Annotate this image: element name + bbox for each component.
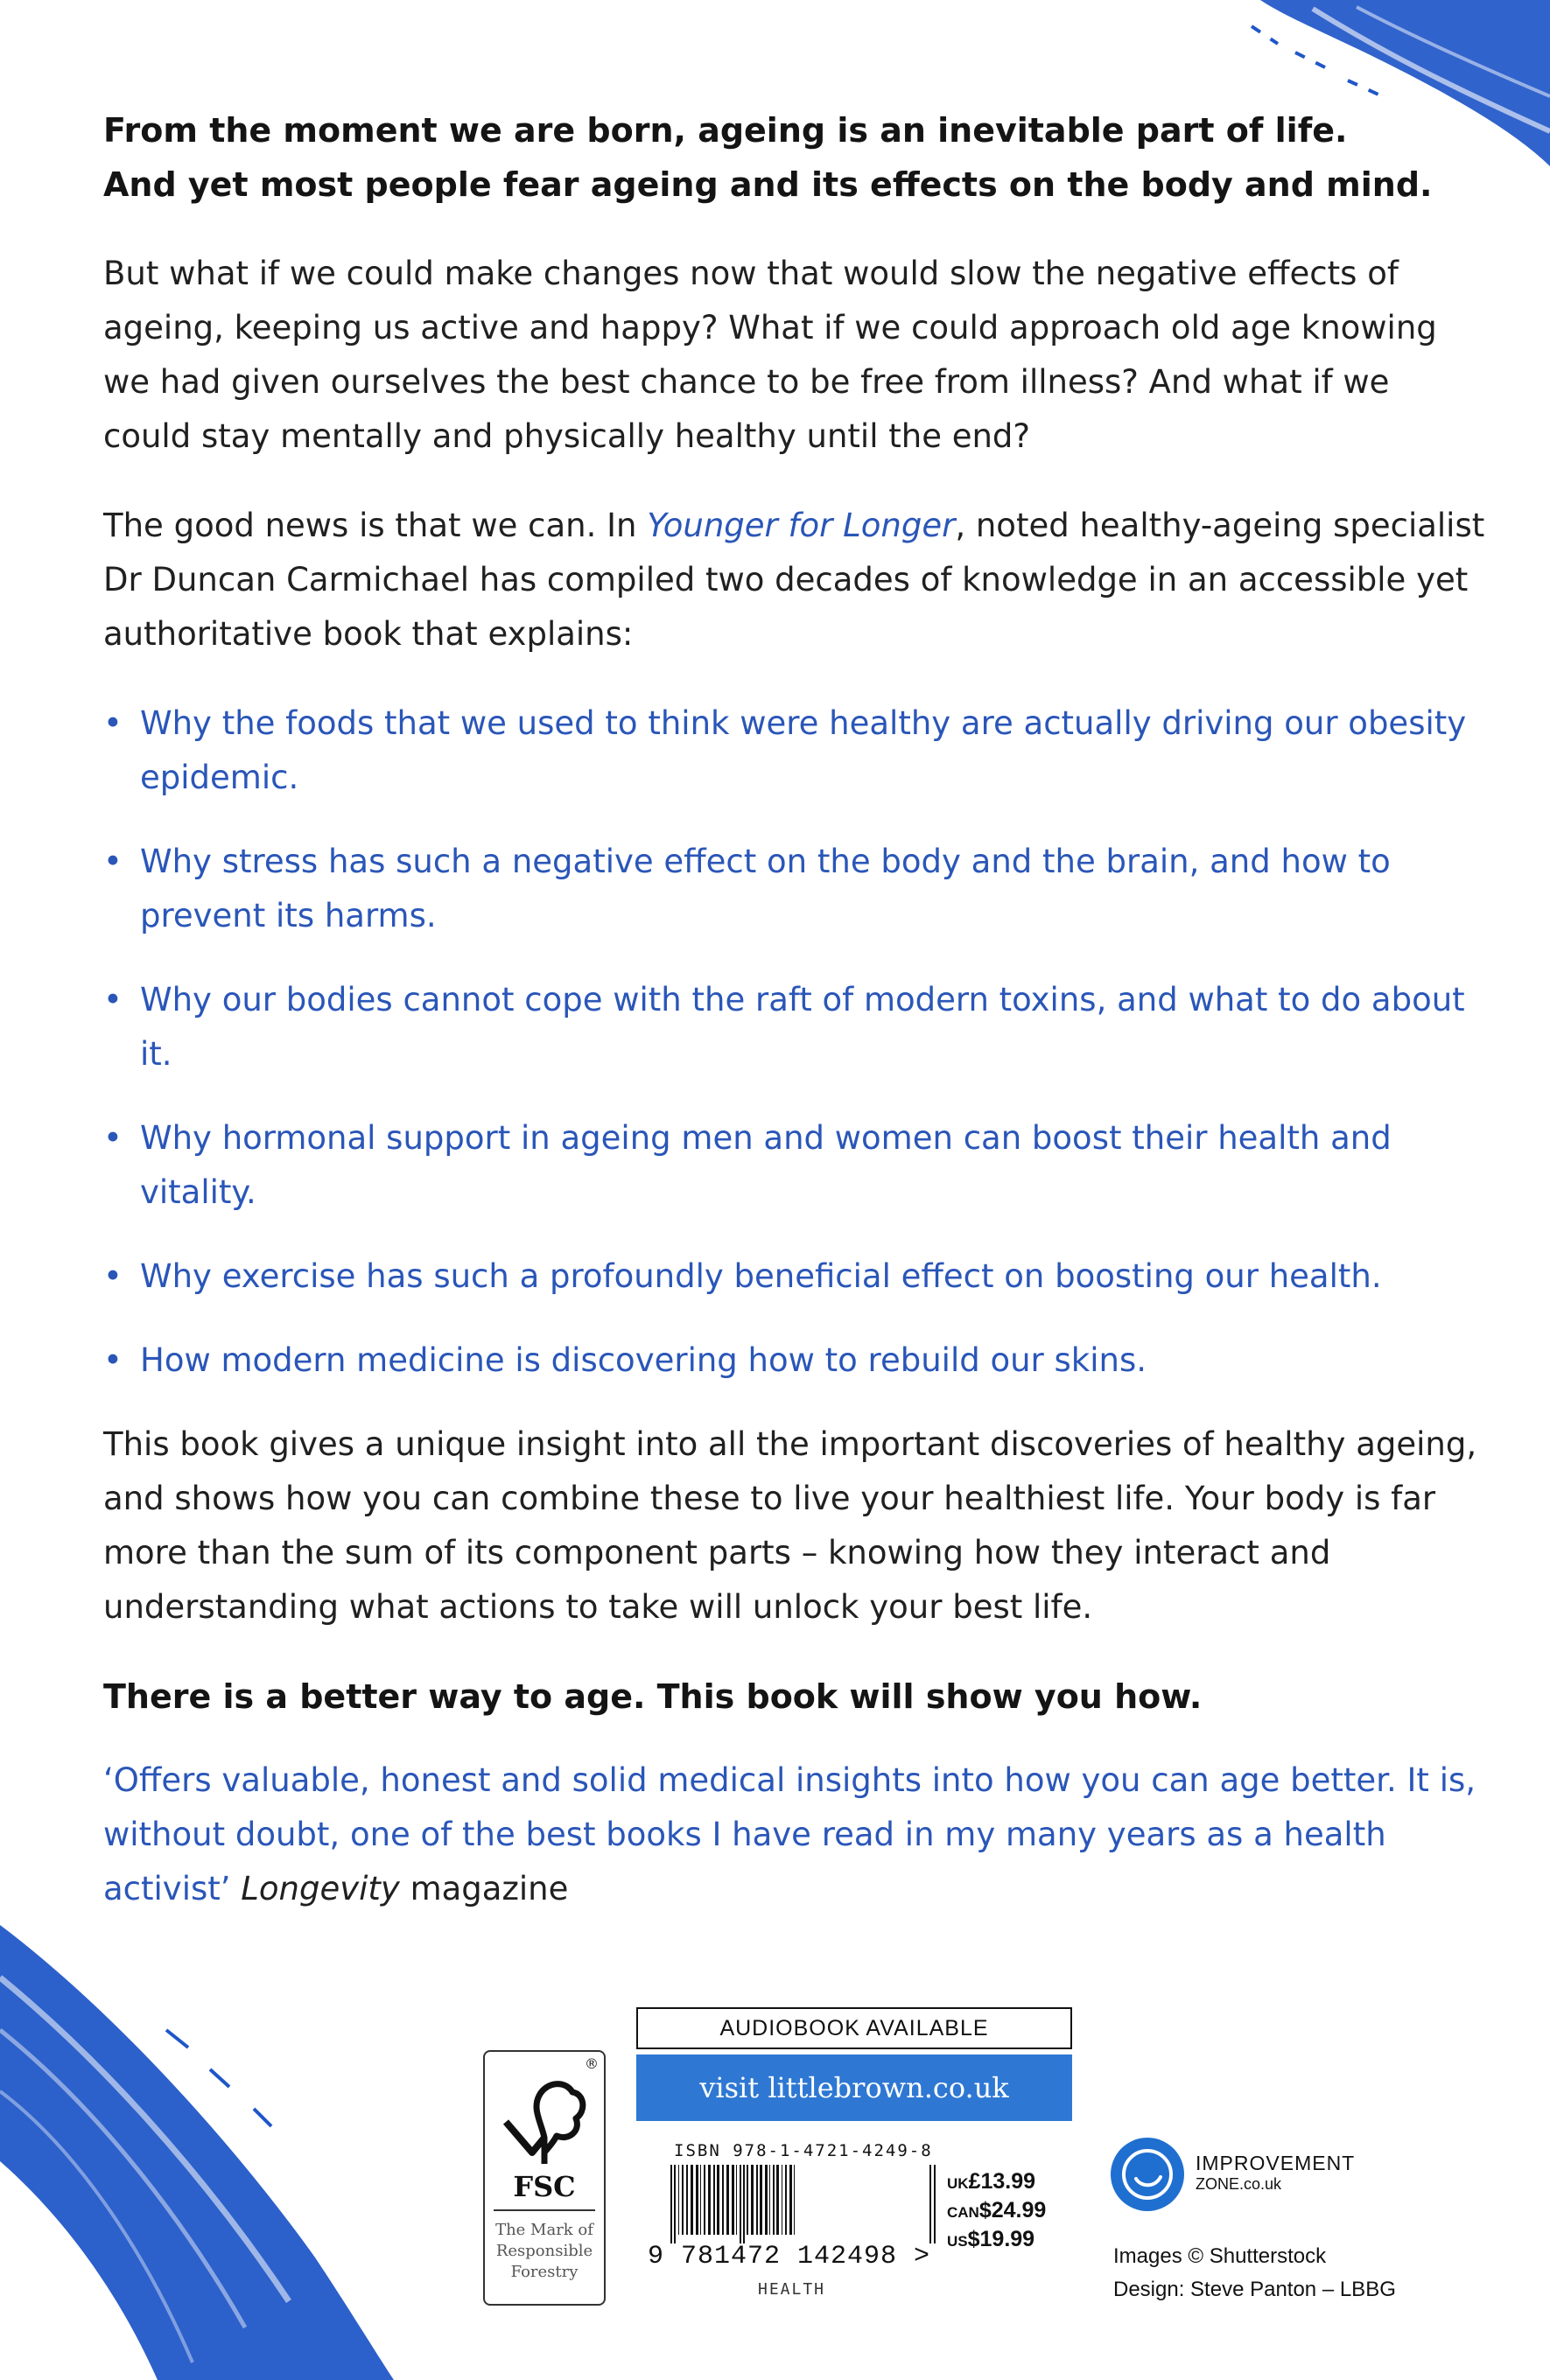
barcode-bar bbox=[674, 2165, 676, 2244]
category-label: HEALTH bbox=[758, 2280, 826, 2299]
barcode-bar bbox=[769, 2165, 770, 2235]
fsc-mark-text bbox=[488, 2220, 600, 2283]
lead-statement bbox=[103, 103, 1486, 212]
list-item: • How modern medicine is discovering how to rebuild our skins. bbox=[103, 1334, 1486, 1388]
barcode-bar bbox=[682, 2165, 684, 2235]
barcode-bar bbox=[765, 2165, 768, 2235]
barcode-bar bbox=[717, 2165, 719, 2235]
barcode-bar bbox=[773, 2165, 775, 2235]
barcode-bar bbox=[756, 2165, 758, 2235]
price-can bbox=[947, 2197, 1046, 2226]
barcode-bar bbox=[696, 2165, 698, 2235]
image-credit: Images © Shutterstock bbox=[1113, 2244, 1327, 2268]
barcode-bar bbox=[670, 2165, 672, 2244]
audiobook-banner: AUDIOBOOK AVAILABLE bbox=[636, 2007, 1072, 2049]
list-item: • Why stress has such a negative effect on the body and the brain, and how to prevent its harms. bbox=[103, 835, 1486, 943]
barcode-bar bbox=[700, 2165, 701, 2235]
price-uk bbox=[947, 2168, 1046, 2197]
barcode-bar bbox=[794, 2165, 795, 2235]
price-uk-value: £13.99 bbox=[968, 2169, 1036, 2194]
price-list bbox=[947, 2168, 1046, 2255]
insight-paragraph: This book gives a unique insight into all the important discoveries of healthy ageing, and shows how you can combine these to live your healthiest life. Your body is far more than the sum of its component parts – knowing how they interact and understanding what actions to take will unlock your best life. bbox=[103, 1425, 1477, 1626]
price-can-value: $24.99 bbox=[978, 2198, 1047, 2222]
lead-line-1: From the moment we are born, ageing is an inevitable part of life. bbox=[103, 111, 1348, 150]
fsc-divider bbox=[494, 2209, 595, 2211]
barcode bbox=[667, 2165, 938, 2244]
fsc-label: FSC bbox=[513, 2170, 576, 2203]
fsc-mark-line-2: Responsible bbox=[495, 2242, 593, 2260]
improvement-zone-line-2: ZONE.co.uk bbox=[1196, 2175, 1282, 2193]
barcode-bar bbox=[740, 2165, 741, 2244]
summary-paragraph bbox=[103, 499, 1486, 662]
intro-paragraph: But what if we could make changes now that would slow the negative effects of ageing, keeping us active and happy? What if we could approach old age knowing we had given ourselves the best chance to be free from illness? And what if we could stay mentally and physically healthy until the end? bbox=[103, 255, 1437, 455]
barcode-bar bbox=[760, 2165, 762, 2235]
barcode-bar bbox=[736, 2165, 737, 2235]
improvement-zone-wordmark bbox=[1196, 2152, 1355, 2194]
barcode-bar bbox=[686, 2165, 688, 2235]
fsc-logo bbox=[483, 2050, 606, 2306]
price-us-value: $19.99 bbox=[967, 2227, 1035, 2251]
closing-statement: There is a better way to age. This book will show you how. bbox=[103, 1677, 1203, 1716]
barcode-bar bbox=[732, 2165, 734, 2235]
improvement-zone-logo-icon bbox=[1110, 2137, 1185, 2212]
barcode-bar bbox=[691, 2165, 693, 2235]
list-item: • Why our bodies cannot cope with the raft of modern toxins, and what to do about it. bbox=[103, 973, 1486, 1082]
credits bbox=[1113, 2240, 1396, 2306]
barcode-bar bbox=[934, 2165, 936, 2244]
book-title: Younger for Longer bbox=[647, 507, 956, 544]
barcode-bar bbox=[789, 2165, 792, 2235]
key-points-list bbox=[103, 696, 1486, 1388]
visit-website-banner: visit littlebrown.co.uk bbox=[636, 2054, 1072, 2121]
barcode-bar bbox=[743, 2165, 745, 2244]
price-uk-label: UK bbox=[947, 2175, 969, 2192]
price-us-label: US bbox=[947, 2233, 968, 2250]
list-item: • Why the foods that we used to think were healthy are actually driving our obesity epidemic. bbox=[103, 696, 1486, 805]
summary-after: , noted healthy-ageing specialist Dr Duncan Carmichael has compiled two decades of knowledge in an accessible yet authoritative book that explains: bbox=[103, 507, 1485, 653]
improvement-zone-line-1: IMPROVEMENT bbox=[1196, 2152, 1356, 2174]
back-cover-text bbox=[103, 103, 1486, 1916]
barcode-bar bbox=[785, 2165, 787, 2235]
registered-mark: ® bbox=[585, 2055, 599, 2072]
isbn-number: ISBN 978-1-4721-4249-8 bbox=[674, 2141, 933, 2160]
barcode-bar bbox=[751, 2165, 754, 2235]
price-can-label: CAN bbox=[947, 2204, 979, 2221]
barcode-bar bbox=[704, 2165, 705, 2235]
fsc-mark-line-3: Forestry bbox=[510, 2263, 579, 2281]
quote-text: ‘Offers valuable, honest and solid medical insights into how you can age better. It is, without doubt, one of the best books I have read in my many years as a health activist’ bbox=[103, 1761, 1476, 1908]
barcode-bar bbox=[722, 2165, 724, 2235]
list-item: • Why exercise has such a profoundly beneficial effect on boosting our health. bbox=[103, 1250, 1486, 1304]
barcode-bar bbox=[726, 2165, 729, 2235]
quote-source: Longevity bbox=[241, 1870, 400, 1908]
barcode-bar bbox=[678, 2165, 679, 2235]
design-credit: Design: Steve Panton – LBBG bbox=[1113, 2278, 1396, 2301]
barcode-bar bbox=[929, 2165, 931, 2244]
barcode-bar bbox=[713, 2165, 715, 2235]
price-us bbox=[947, 2226, 1046, 2255]
barcode-bar bbox=[747, 2165, 748, 2235]
tree-check-icon bbox=[497, 2069, 592, 2166]
summary-before: The good news is that we can. In bbox=[103, 507, 648, 544]
fsc-mark-line-1: The Mark of bbox=[495, 2221, 593, 2239]
review-quote bbox=[103, 1754, 1486, 1916]
lead-line-2: And yet most people fear ageing and its effects on the body and mind. bbox=[103, 165, 1433, 204]
barcode-digits: 9 781472 142498 > bbox=[648, 2242, 931, 2272]
barcode-bar bbox=[776, 2165, 779, 2235]
brush-stroke-bottom-left bbox=[0, 1925, 455, 2380]
quote-source-suffix: magazine bbox=[399, 1870, 569, 1908]
barcode-bar bbox=[708, 2165, 711, 2235]
list-item: • Why hormonal support in ageing men and women can boost their health and vitality. bbox=[103, 1111, 1486, 1220]
